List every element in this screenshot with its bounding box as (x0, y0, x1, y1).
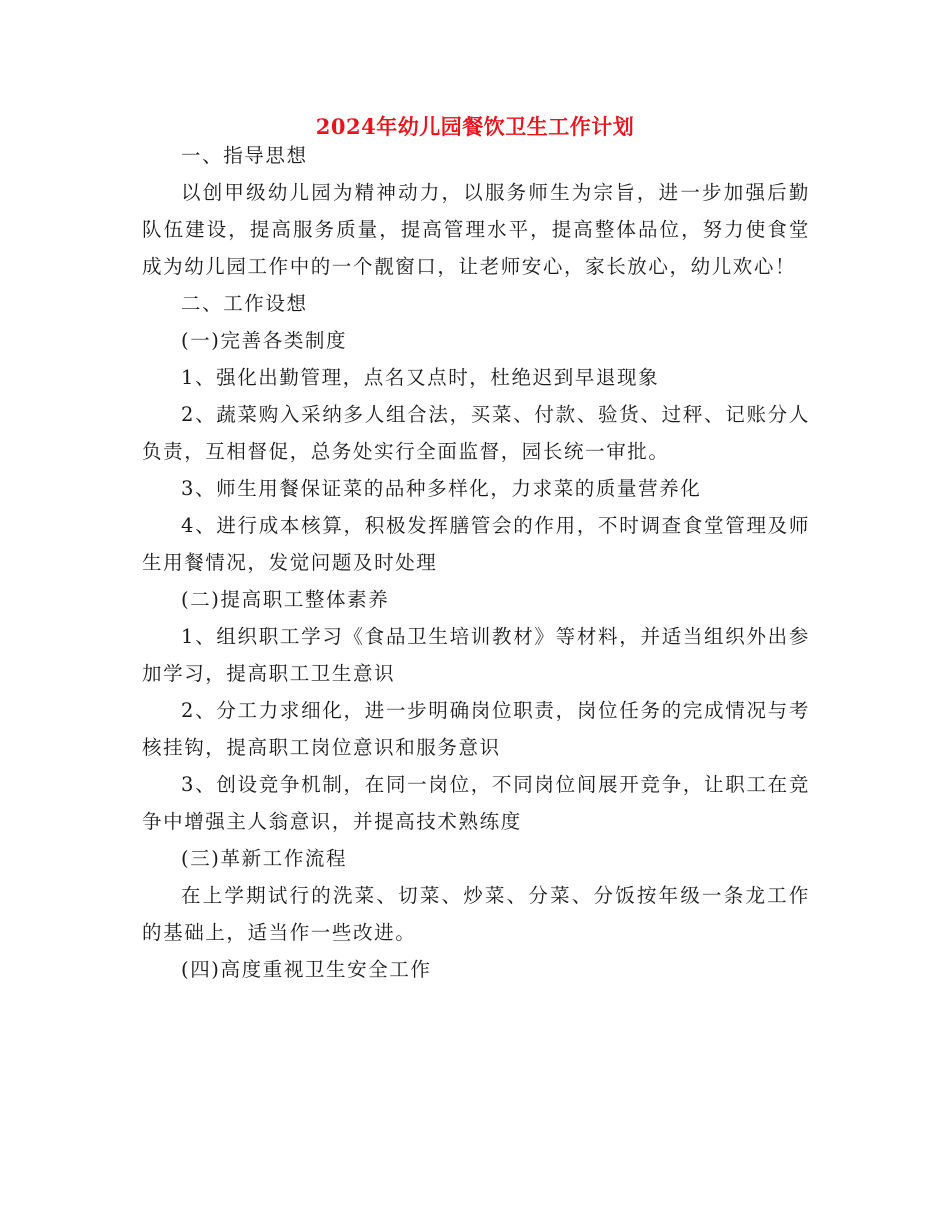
list-item: 1、强化出勤管理，点名又点时，杜绝迟到早退现象 (181, 366, 660, 389)
paragraph-workflow: 在上学期试行的洗菜、切菜、炒菜、分菜、分饭按年级一条龙工作的基础上，适当作一些改进。 (142, 884, 810, 944)
list-item: 3、师生用餐保证菜的品种多样化，力求菜的质量营养化 (181, 477, 702, 500)
subsection-heading-1: (一)完善各类制度 (181, 329, 348, 352)
list-item: 2、分工力求细化，进一步明确岗位职责，岗位任务的完成情况与考核挂钩，提高职工岗位意识和服务意识 (142, 699, 810, 759)
document-title: 2024年幼儿园餐饮卫生工作计划 (315, 114, 635, 139)
section-heading-work-plan: 二、工作设想 (181, 292, 308, 315)
subsection-heading-3: (三)革新工作流程 (181, 847, 348, 870)
list-item: 3、创设竞争机制，在同一岗位，不同岗位间展开竞争，让职工在竞争中增强主人翁意识，并提高技术熟练度 (142, 773, 810, 833)
list-item: 2、蔬菜购入采纳多人组合法，买菜、付款、验货、过秤、记账分人负责，互相督促，总务处实行全面监督，园长统一审批。 (142, 403, 810, 463)
list-item: 4、进行成本核算，积极发挥膳管会的作用，不时调查食堂管理及师生用餐情况，发觉问题及时处理 (142, 514, 810, 574)
list-item: 1、组织职工学习《食品卫生培训教材》等材料，并适当组织外出参加学习，提高职工卫生意识 (142, 625, 810, 685)
section-heading-guiding-ideology: 一、指导思想 (181, 144, 308, 167)
subsection-heading-2: (二)提高职工整体素养 (181, 588, 390, 611)
paragraph-guiding-ideology: 以创甲级幼儿园为精神动力，以服务师生为宗旨，进一步加强后勤队伍建设，提高服务质量，提高管理水平，提高整体品位，努力使食堂成为幼儿园工作中的一个靓窗口，让老师安心，家长放心，幼儿欢心！ (142, 181, 810, 278)
subsection-heading-4: (四)高度重视卫生安全工作 (181, 958, 432, 981)
document-body (142, 137, 810, 988)
